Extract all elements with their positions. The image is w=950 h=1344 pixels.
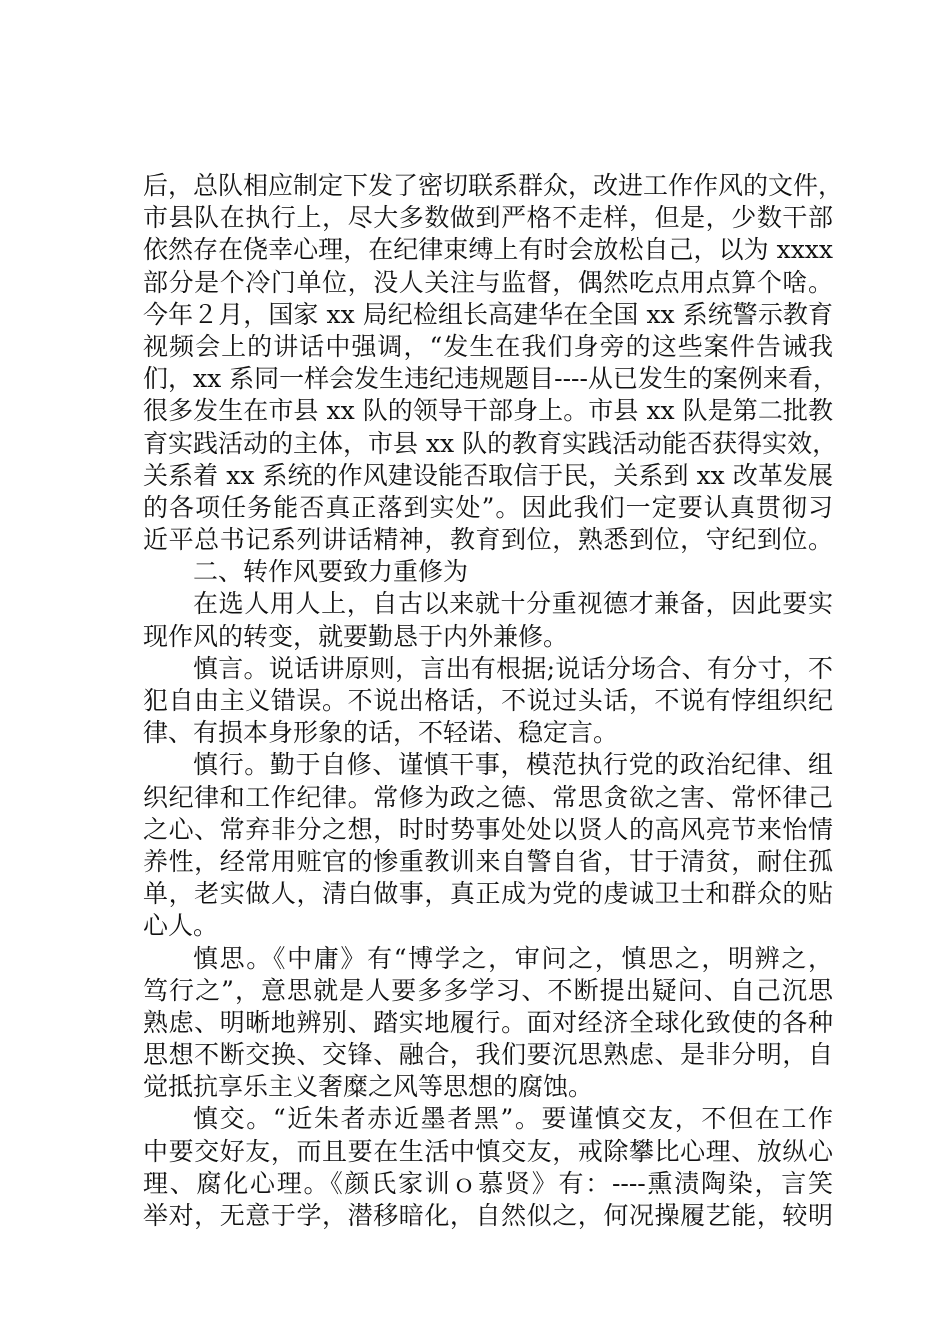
text-line: 慎行。勤于自修、谨慎干事，模范执行党的政治纪律、组 (193, 750, 833, 780)
text-line: 觉抵抗享乐主义奢糜之风等思想的腐蚀。 (143, 1072, 594, 1102)
text-line: 慎言。说话讲原则，言出有根据;说话分场合、有分寸，不 (193, 653, 833, 683)
text-line: 很多发生在市县 xx 队的领导干部身上。市县 xx 队是第二批教 (143, 396, 833, 426)
text-line: 中要交好友，而且要在生活中慎交友，戒除攀比心理、放纵心 (143, 1136, 833, 1166)
text-line: 织纪律和工作纪律。常修为政之德、常思贪欲之害、常怀律己 (143, 782, 833, 812)
text-line: 理、腐化心理。《颜氏家训ｏ慕贤》有：----熏渍陶染，言笑 (143, 1168, 833, 1198)
text-line: 后，总队相应制定下发了密切联系群众，改进工作作风的文件， (143, 171, 844, 200)
text-line: 的各项任务能否真正落到实处”。因此我们一定要认真贯彻习 (143, 492, 833, 522)
text-line: 今年２月，国家 xx 局纪检组长高建华在全国 xx 系统警示教育 (143, 299, 833, 329)
text-line: 笃行之”，意思就是人要多多学习、不断提出疑问、自己沉思 (143, 975, 833, 1005)
text-line: 部分是个冷门单位，没人关注与监督，偶然吃点用点算个啥。 (143, 267, 833, 297)
text-line: 心人。 (143, 911, 219, 941)
paragraph-5 (143, 943, 833, 1104)
text-line: 单，老实做人，清白做事，真正成为党的虔诚卫士和群众的贴 (143, 879, 833, 909)
paragraph-2 (143, 588, 833, 652)
text-line: 举对，无意于学，潜移暗化，自然似之，何况操履艺能，较明 (143, 1201, 833, 1230)
text-line: 慎交。“近朱者赤近墨者黑”。要谨慎交友，不但在工作 (193, 1104, 833, 1134)
text-line: 犯自由主义错误。不说出格话，不说过头话，不说有悖组织纪 (143, 686, 833, 715)
text-line: 现作风的转变，就要勤恳于内外兼修。 (143, 621, 569, 651)
text-line: 视频会上的讲话中强调，“发生在我们身旁的这些案件告诫我 (143, 331, 833, 361)
heading-text: 二、转作风要致力重修为 (193, 557, 469, 587)
text-line: 依然存在侥幸心理，在纪律束缚上有时会放松自己，以为 xxxx (143, 235, 833, 265)
text-line: 思想不断交换、交锋、融合，我们要沉思熟虑、是非分明，自 (143, 1040, 833, 1070)
text-line: 育实践活动的主体，市县 xx 队的教育实践活动能否获得实效， (143, 428, 838, 458)
text-line: 养性，经常用赃官的惨重教训来自警自省，甘于清贫，耐住孤 (143, 846, 833, 876)
paragraph-6 (143, 1103, 833, 1232)
paragraph-1 (143, 170, 844, 556)
text-line: 律、有损本身形象的话，不轻诺、稳定言。 (143, 718, 619, 748)
text-line: 慎思。《中庸》有“博学之，审问之，慎思之，明辨之， (193, 943, 833, 973)
section-heading (143, 556, 833, 588)
text-line: 之心、常弃非分之想，时时势事处处以贤人的高风亮节来怡情 (143, 814, 833, 844)
text-line: 近平总书记系列讲话精神，教育到位，熟悉到位，守纪到位。 (143, 525, 833, 555)
paragraph-4 (143, 749, 833, 942)
paragraph-3 (143, 653, 833, 750)
document-page (143, 170, 844, 1232)
text-line: 熟虑、明晰地辨别、踏实地履行。面对经济全球化致使的各种 (143, 1007, 833, 1037)
text-line: 们，xx 系同一样会发生违纪违规题目----从已发生的案例来看， (143, 364, 838, 394)
text-line: 在选人用人上，自古以来就十分重视德才兼备，因此要实 (193, 589, 833, 619)
text-line: 关系着 xx 系统的作风建设能否取信于民，关系到 xx 改革发展 (143, 460, 833, 490)
text-line: 市县队在执行上，尽大多数做到严格不走样，但是，少数干部 (143, 203, 833, 233)
